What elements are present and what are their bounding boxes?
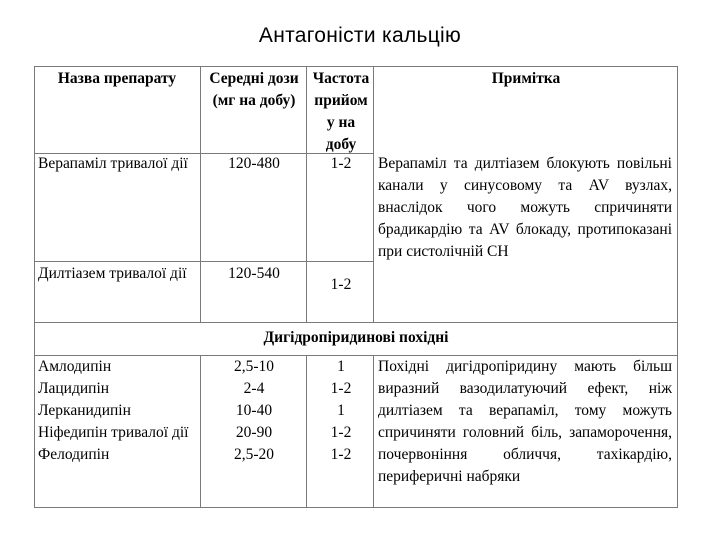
table-border-left xyxy=(34,66,35,508)
table-border-bottom xyxy=(34,507,678,508)
dhp-drug-name: Ніфедипін тривалої дії Фелодипін xyxy=(38,424,189,463)
header-name: Назва препарату xyxy=(57,70,177,87)
column-divider-2 xyxy=(306,66,307,322)
dhp-frequency: 1-2 xyxy=(330,424,352,441)
dhp-frequency: 1 xyxy=(337,402,345,419)
column-divider-1 xyxy=(200,66,201,322)
dhp-frequency: 1-2 xyxy=(330,446,352,463)
dhp-dose: 2,5-20 xyxy=(233,446,275,463)
drug-name-diltiazem: Дилтіазем тривалої дії xyxy=(38,265,187,282)
column-divider-2-lower xyxy=(306,355,307,508)
section-title-dhp: Дигідропіридинові похідні xyxy=(263,329,449,346)
dhp-dose: 2,5-10 xyxy=(233,358,275,375)
dhp-doses xyxy=(204,356,304,466)
dhp-frequency: 1 xyxy=(337,358,345,375)
dhp-dose: 2-4 xyxy=(243,380,265,397)
dhp-drug-name: Амлодипін xyxy=(38,358,112,375)
frequency-verapamil: 1-2 xyxy=(330,155,352,172)
header-frequency: Частота прийом у на добу xyxy=(312,70,370,153)
dhp-drug-name: Лерканидипін xyxy=(38,402,131,419)
note-dihydropyridines: Похідні дигідропіридину мають більш виразний вазодилатуючий ефект, ніж дилтіазем та верапаміл, тому можуть спричиняти головний біль, запаморочення, почервоніння обличчя, тахікардію, периферичні набряки xyxy=(378,358,672,485)
column-divider-1-lower xyxy=(200,355,201,508)
section-divider-top xyxy=(34,322,678,323)
table-border-right xyxy=(677,66,678,508)
header-note: Примітка xyxy=(491,70,561,87)
page-title: Антагоністи кальцію xyxy=(258,24,462,47)
dhp-drug-name: Лацидипін xyxy=(38,380,110,397)
dhp-dose: 10-40 xyxy=(235,402,273,419)
row-divider xyxy=(34,261,373,262)
note-verapamil-diltiazem: Верапаміл та дилтіазем блокують повільні канали у синусовому та AV вузлах, внаслідок чого можуть спричиняти брадикардію та AV блокаду, протипоказані при систолічній СН xyxy=(378,155,672,260)
dhp-frequencies xyxy=(310,356,372,466)
calcium-antagonists-table xyxy=(34,66,678,508)
dhp-drug-names xyxy=(38,356,198,466)
dose-verapamil: 120-480 xyxy=(228,155,280,172)
column-divider-3-lower xyxy=(373,355,374,508)
table-border-top xyxy=(34,66,678,67)
drug-name-verapamil: Верапаміл тривалої дії xyxy=(38,155,188,172)
dose-diltiazem: 120-540 xyxy=(228,265,280,282)
frequency-diltiazem: 1-2 xyxy=(330,276,352,293)
dhp-frequency: 1-2 xyxy=(330,380,352,397)
header-dose: Середні дози (мг на добу) xyxy=(209,70,299,109)
column-divider-3 xyxy=(373,66,374,322)
dhp-dose: 20-90 xyxy=(235,424,273,441)
